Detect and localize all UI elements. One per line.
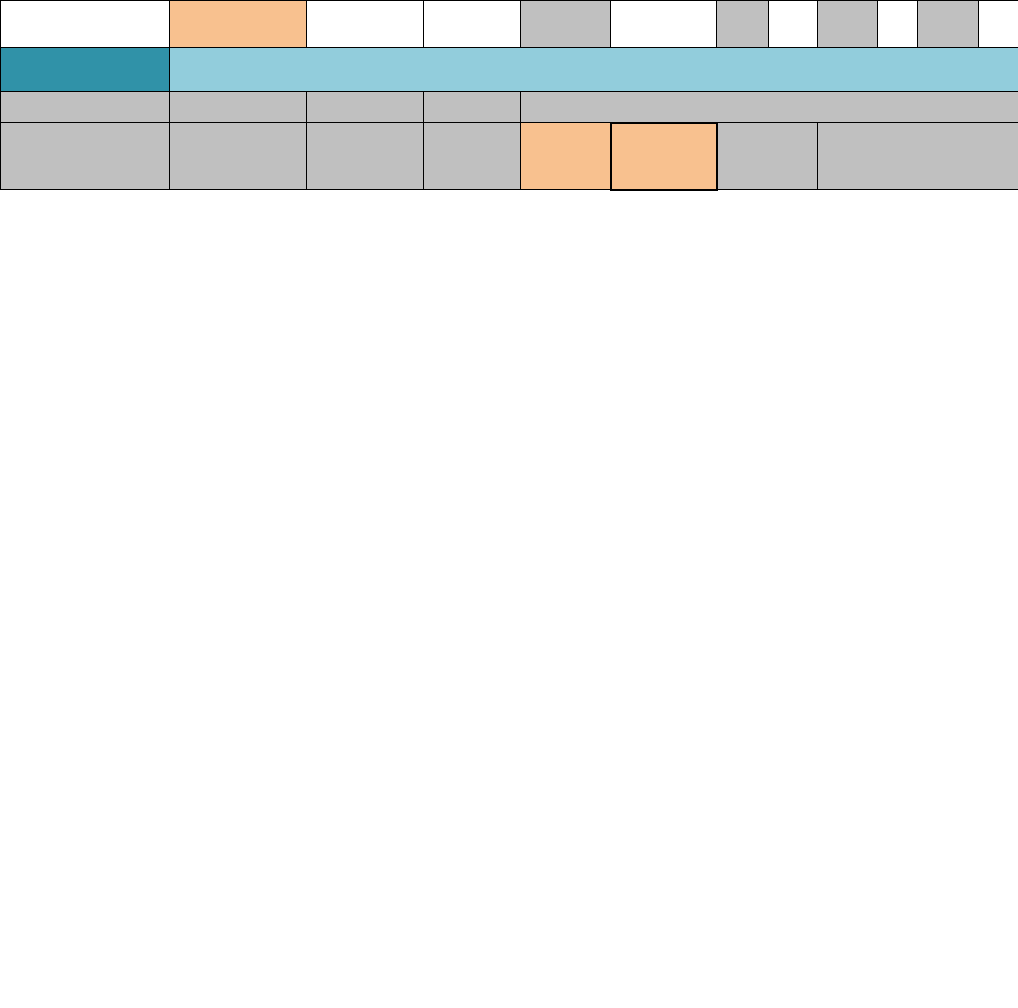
client-name-label [1,1,170,48]
remember-to-bring-header [521,92,1018,123]
checked-by-label [918,1,979,48]
room-reference-field[interactable] [424,1,521,48]
additional-info-header [818,123,1018,190]
linen-header [521,123,611,190]
component-name-header [1,92,170,123]
wood-order-label [521,1,611,48]
cut-by-field[interactable] [878,1,918,48]
manufacture-header [424,123,521,190]
address-label [1,48,170,92]
check-header [424,92,521,123]
office-check-header [717,123,818,190]
measurement-header [307,123,424,190]
room-reference-label [307,1,424,48]
job-sheet-table [0,0,1018,191]
date-field[interactable] [769,1,818,48]
cut-by-label [818,1,878,48]
client-name-field[interactable] [170,1,307,48]
address-field[interactable] [170,48,1018,92]
loaded-check-header [1,123,170,190]
checked-by-field[interactable] [979,1,1018,48]
component-measurement-header [307,92,424,123]
date-label [717,1,769,48]
bronze-header [611,123,717,190]
new-component-name-header [170,123,307,190]
wood-order-field[interactable] [611,1,717,48]
component-value-header [170,92,307,123]
